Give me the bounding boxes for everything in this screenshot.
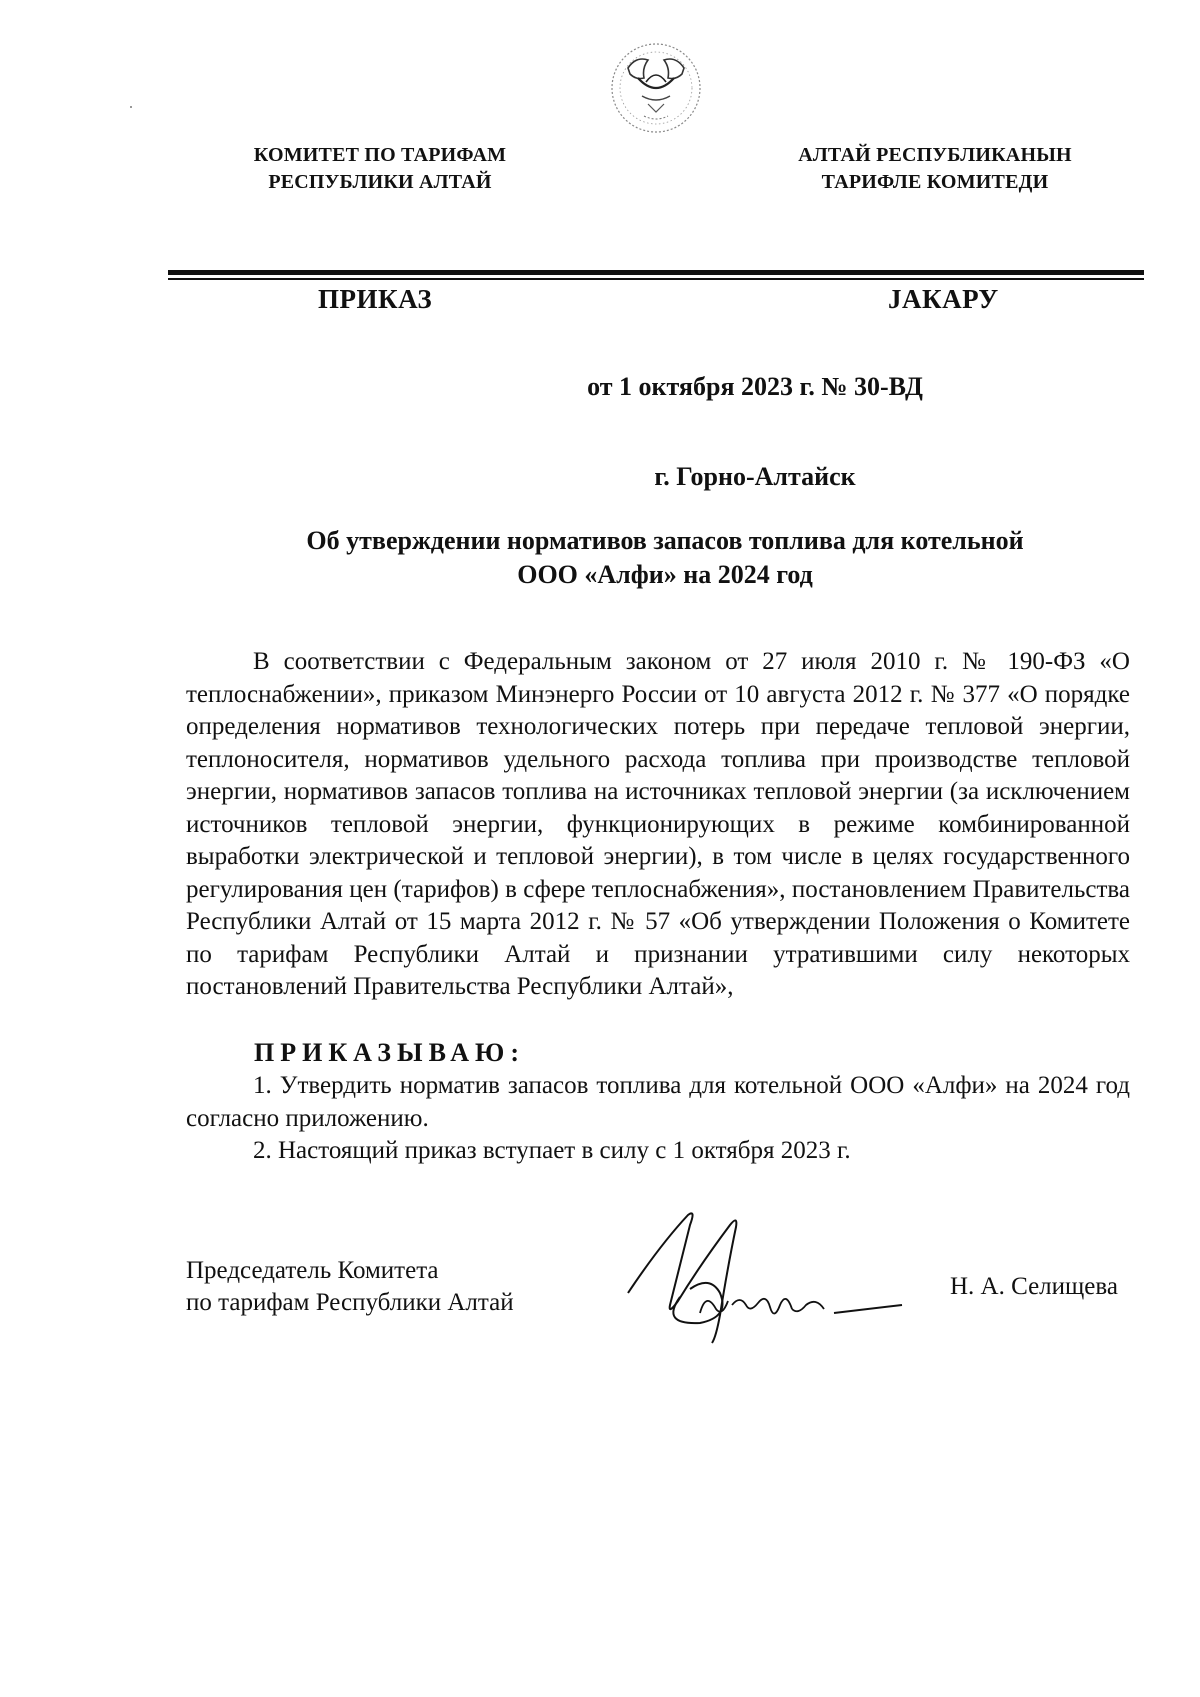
header-divider-thin [168,278,1144,280]
doc-date-number: от 1 октября 2023 г. № 30-ВД [587,372,923,401]
emblem-icon [608,38,704,138]
committee-name-line: РЕСПУБЛИКИ АЛТАЙ [268,171,492,193]
committee-name-line: ТАРИФЛЕ КОМИТЕДИ [821,171,1049,193]
committee-name-russian [220,142,540,196]
decree-item: 2. Настоящий приказ вступает в силу с 1 октября 2023 г. [253,1137,851,1164]
signer-position [186,1255,514,1319]
committee-name-line: АЛТАЙ РЕСПУБЛИКАНЫН [798,144,1072,166]
decree-item: 1. Утвердить норматив запасов топлива для котельной ООО «Алфи» на 2024 год согласно приложению. [186,1072,1130,1132]
doc-city: г. Горно-Алтайск [654,462,856,491]
preamble-paragraph: В соответствии с Федеральным законом от 27 июля 2010 г. № 190-ФЗ «О теплоснабжении», приказом Минэнерго России от 10 августа 2012 г. № 377 «О порядке определения нормативов технологических потерь при передаче тепловой энергии, теплоносителя, нормативов удельного расхода топлива при производстве тепловой энергии, нормативов запасов топлива на источниках тепловой энергии (за исключением источников тепловой энергии, функционирующих в режиме комбинированной выработки электрической и тепловой энергии), в том числе в целях государственного регулирования цен (тарифов) в сфере теплоснабжения», постановлением Правительства Республики Алтай от 15 марта 2012 г. № 57 «Об утверждении Положения о Комитете по тарифам Республики Алтай и признании утратившими силу некоторых постановлений Правительства Республики Алтай», [186,648,1130,1000]
decree-word: ПРИКАЗЫВАЮ: [254,1038,525,1067]
doc-title-line: Об утверждении нормативов запасов топлива для котельной [306,526,1024,555]
doc-type-russian: ПРИКАЗ [318,284,433,314]
doc-title [200,524,1130,592]
decree-items [186,1070,1130,1168]
signer-position-line: Председатель Комитета [186,1257,439,1284]
scan-artifact [130,106,132,108]
header-divider-thick [168,270,1144,275]
handwritten-signature [620,1205,910,1345]
doc-type-altai: JАКАРУ [888,284,999,314]
doc-body [186,646,1130,1004]
committee-name-altai [770,142,1100,196]
signer-name: Н. А. Селищева [950,1273,1118,1300]
signer-position-line: по тарифам Республики Алтай [186,1289,514,1316]
doc-title-line: ООО «Алфи» на 2024 год [517,560,813,589]
committee-name-line: КОМИТЕТ ПО ТАРИФАМ [253,144,507,166]
